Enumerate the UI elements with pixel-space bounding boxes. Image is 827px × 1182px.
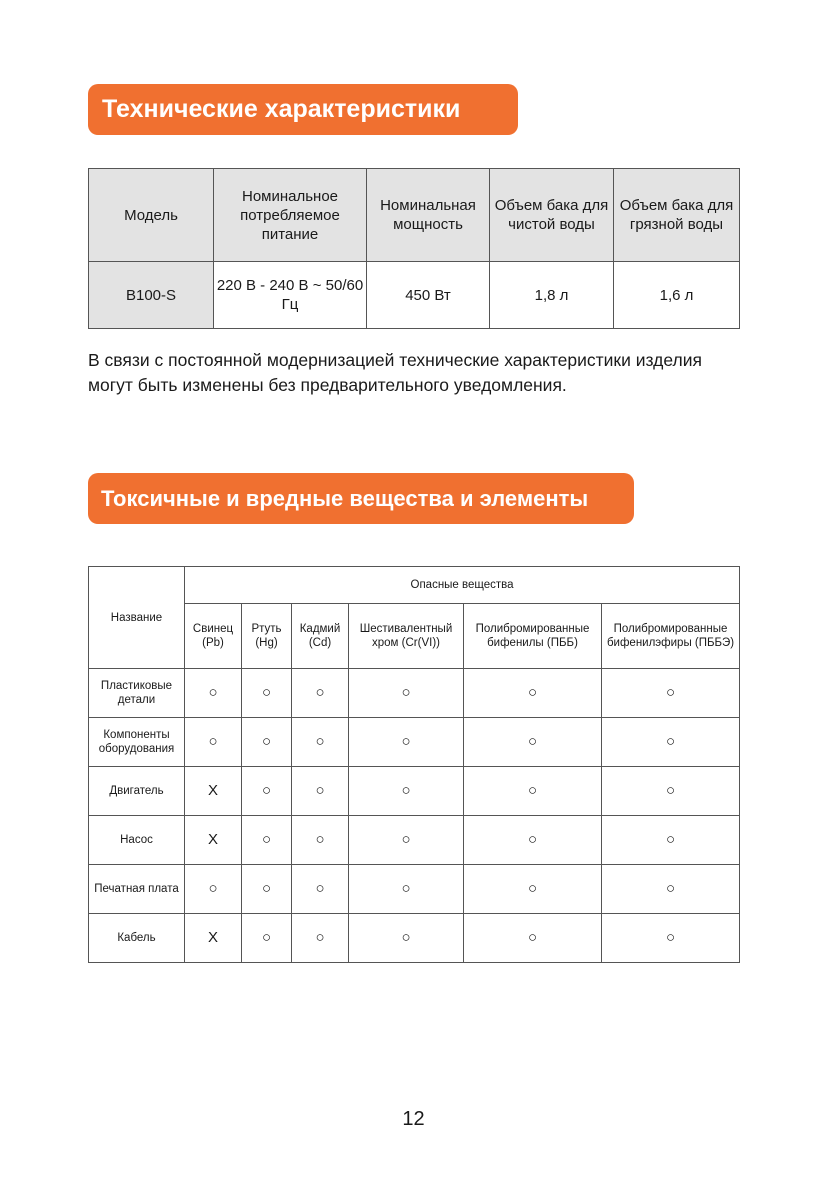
substance-mark-cell: ○ [602,914,740,963]
substance-mark-cell: ○ [292,669,349,718]
substance-mark-cell: ○ [602,767,740,816]
specs-dirty-tank-value: 1,6 л [614,262,740,329]
substance-mark-cell: ○ [292,767,349,816]
substance-mark-cell: ○ [185,865,242,914]
substance-mark-cell: ○ [242,865,292,914]
specs-header-clean-tank: Объем бака для чистой воды [490,169,614,262]
substance-header-cadmium: Кадмий (Cd) [292,604,349,669]
substance-mark-cell: ○ [602,718,740,767]
substance-mark-cell: ○ [602,669,740,718]
substance-mark-cell: ○ [464,816,602,865]
substance-mark-cell: ○ [464,718,602,767]
component-name: Компоненты оборудования [89,718,185,767]
substance-header-pbb: Полибромированные бифенилы (ПББ) [464,604,602,669]
specs-model-value: B100-S [89,262,214,329]
substance-mark-cell: ○ [464,914,602,963]
table-row [89,767,740,816]
substance-mark-cell: ○ [464,865,602,914]
specs-disclaimer-note: В связи с постоянной модернизацией технические характеристики изделия могут быть изменены без предварительного уведомления. [88,350,702,395]
substance-header-chromium: Шестивалентный хром (Cr(VI)) [349,604,464,669]
specs-table [88,168,740,329]
substance-mark-cell: ○ [242,718,292,767]
substance-mark-cell: ○ [602,816,740,865]
specs-header-power-supply: Номинальное потребляемое питание [214,169,367,262]
table-row [89,865,740,914]
substance-mark-cell: X [185,914,242,963]
substance-mark-cell: ○ [185,669,242,718]
page-number: 12 [402,1108,425,1130]
substance-mark-cell: ○ [242,914,292,963]
substance-mark-cell: ○ [185,718,242,767]
specs-section-title: Технические характеристики [88,84,518,135]
component-name: Печатная плата [89,865,185,914]
substance-header-lead: Свинец (Pb) [185,604,242,669]
specs-header-model: Модель [89,169,214,262]
toxic-header-row [89,567,740,604]
substance-mark-cell: X [185,767,242,816]
substance-mark-cell: ○ [292,914,349,963]
substance-mark-cell: ○ [292,816,349,865]
substance-mark-cell: ○ [349,718,464,767]
substance-mark-cell: ○ [349,669,464,718]
table-row [89,914,740,963]
substance-mark-cell: ○ [242,669,292,718]
substance-mark-cell: ○ [242,767,292,816]
toxic-substance-header-row [89,604,740,669]
specs-power-supply-value: 220 В - 240 В ~ 50/60 Гц [214,262,367,329]
specs-data-row [89,262,740,329]
specs-clean-tank-value: 1,8 л [490,262,614,329]
substance-mark-cell: ○ [464,669,602,718]
toxic-group-header: Опасные вещества [185,567,740,604]
specs-rated-power-value: 450 Вт [367,262,490,329]
substance-mark-cell: ○ [292,718,349,767]
component-name: Пластиковые детали [89,669,185,718]
table-row [89,718,740,767]
substance-mark-cell: ○ [602,865,740,914]
substance-mark-cell: ○ [349,767,464,816]
substance-mark-cell: ○ [349,816,464,865]
specs-header-rated-power: Номинальная мощность [367,169,490,262]
component-name: Насос [89,816,185,865]
table-row [89,816,740,865]
substance-mark-cell: ○ [242,816,292,865]
toxic-section-title: Токсичные и вредные вещества и элементы [88,473,634,524]
substance-mark-cell: ○ [349,914,464,963]
substance-mark-cell: X [185,816,242,865]
specs-header-dirty-tank: Объем бака для грязной воды [614,169,740,262]
substance-header-pbde: Полибромированные бифенилэфиры (ПББЭ) [602,604,740,669]
substance-mark-cell: ○ [349,865,464,914]
table-row [89,669,740,718]
toxic-substances-table [88,566,740,963]
substance-mark-cell: ○ [464,767,602,816]
substance-header-mercury: Ртуть (Hg) [242,604,292,669]
substance-mark-cell: ○ [292,865,349,914]
component-name: Двигатель [89,767,185,816]
component-name: Кабель [89,914,185,963]
toxic-name-header: Название [89,567,185,669]
specs-header-row [89,169,740,262]
